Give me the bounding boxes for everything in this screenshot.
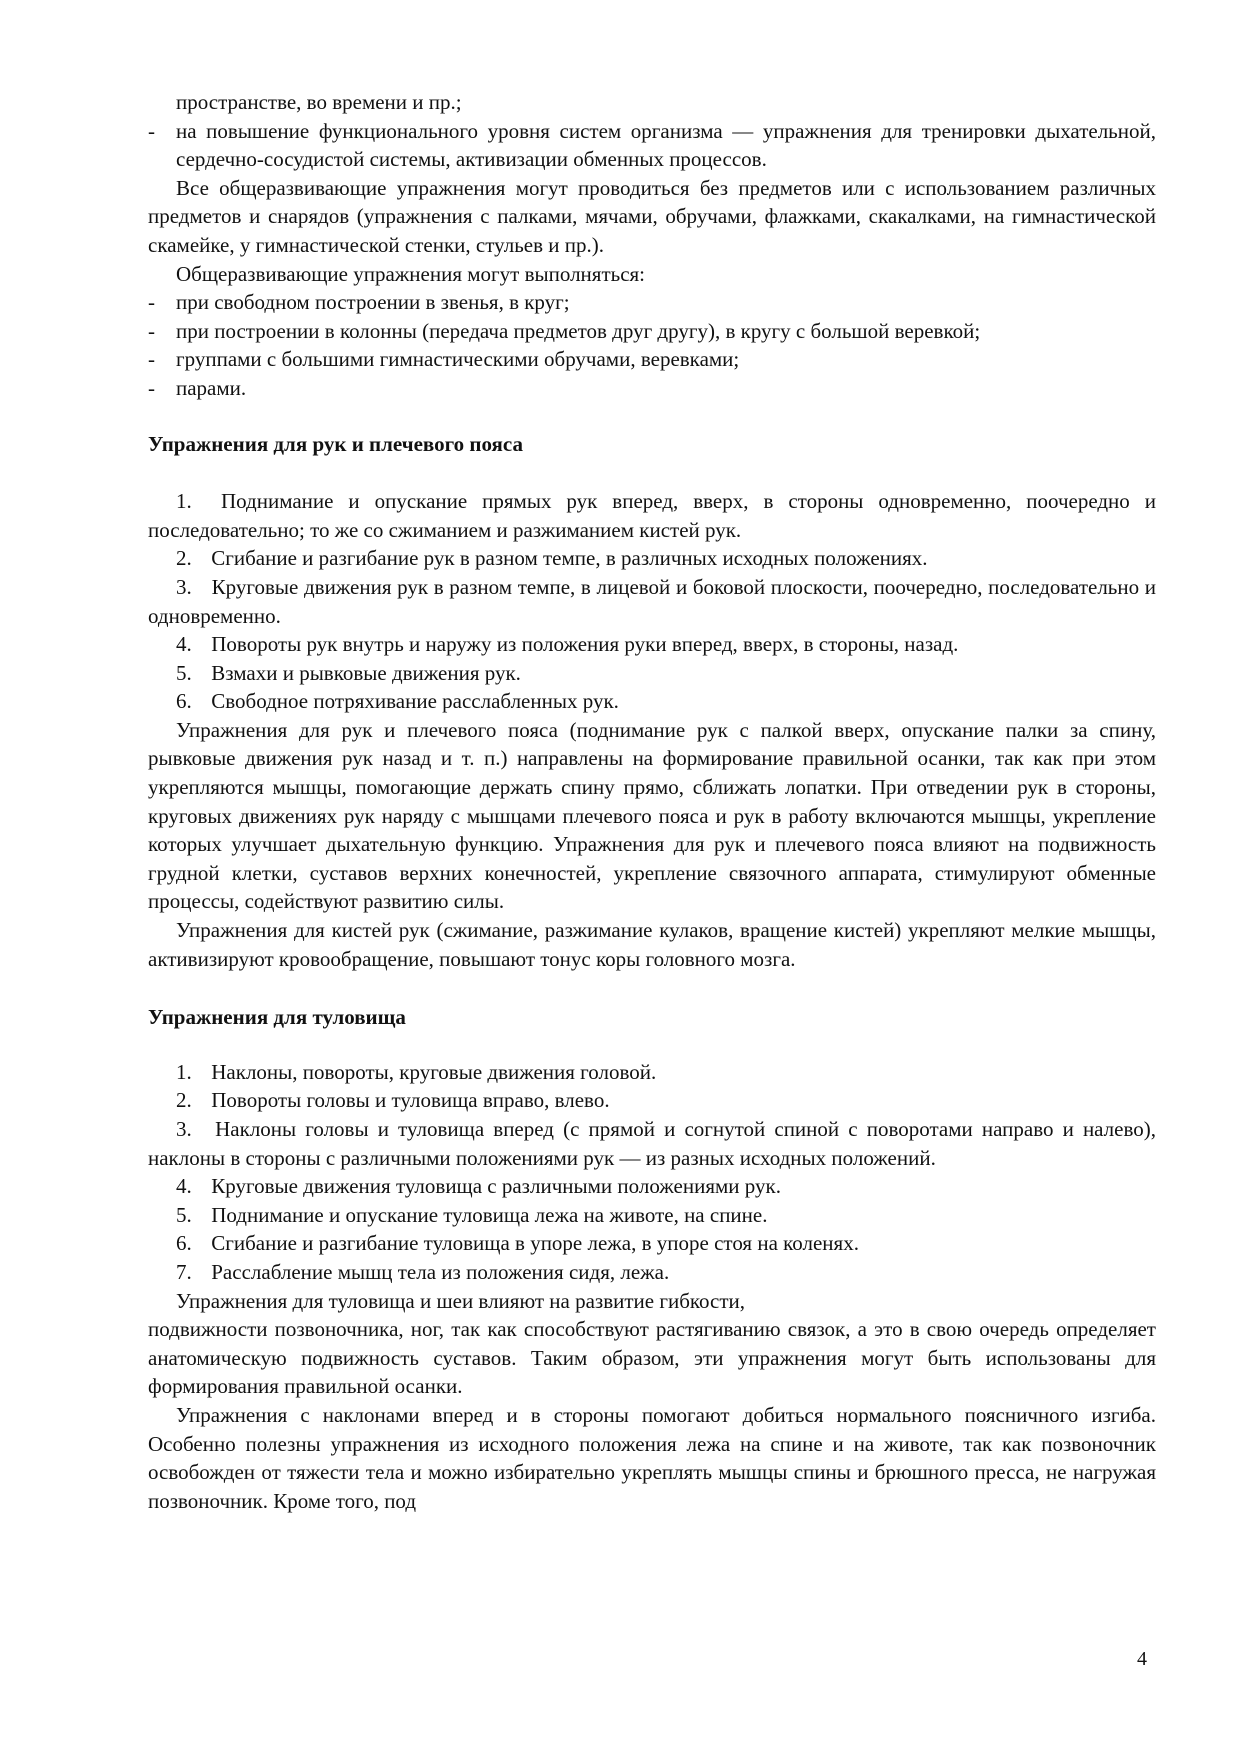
item-number: 6. [176, 689, 192, 714]
item-text: Свободное потряхивание расслабленных рук. [211, 689, 619, 714]
item-text: Сгибание и разгибание туловища в упоре лежа, в упоре стоя на коленях. [211, 1231, 859, 1256]
item-number: 6. [176, 1231, 192, 1256]
numbered-item [148, 687, 1156, 716]
section-heading-arms: Упражнения для рук и плечевого пояса [148, 431, 523, 456]
bullet-item [148, 117, 1156, 174]
item-text: Поднимание и опускание прямых рук вперед, вверх, в стороны одновременно, поочередно и последовательно; то же со сжиманием и разжиманием кистей рук. [148, 489, 1156, 542]
paragraph: Упражнения с наклонами вперед и в стороны помогают добиться нормального поясничного изгиба. Особенно полезны упражнения из исходного положения лежа на спине и на животе, так как позвоночник освобожден от тяжести тела и можно избирательно укреплять мышцы спины и брюшного пресса, не нагружая позвоночник. Кроме того, под [148, 1402, 1156, 1513]
item-text: Расслабление мышц тела из положения сидя, лежа. [211, 1259, 670, 1284]
item-text: Наклоны головы и туловища вперед (с прямой и согнутой спиной с поворотами направо и налево), наклоны в стороны с различными положениями рук — из разных исходных положений. [148, 1117, 1157, 1170]
numbered-item [148, 1086, 1156, 1115]
dash-marker: - [148, 375, 155, 400]
item-number: 5. [176, 1202, 192, 1227]
paragraph: Упражнения для кистей рук (сжимание, разжимание кулаков, вращение кистей) укрепляют мелкие мышцы, активизируют кровообращение, повышают тонус коры головного мозга. [148, 918, 1156, 971]
paragraph: Все общеразвивающие упражнения могут проводиться без предметов или с использованием различных предметов и снарядов (упражнения с палками, мячами, обручами, флажками, скакалками, на гимнастической скамейке, у гимнастической стенки, стульев и пр.). [148, 175, 1156, 257]
numbered-item [148, 659, 1156, 688]
document-page [148, 88, 1156, 1515]
item-text: Сгибание и разгибание рук в разном темпе, в различных исходных положениях. [211, 546, 928, 571]
numbered-item [148, 1258, 1156, 1287]
item-number: 3. [176, 574, 192, 599]
numbered-item [148, 573, 1156, 630]
bullet-item [148, 374, 1156, 403]
bullet-item [148, 288, 1156, 317]
item-number: 1. [176, 489, 192, 514]
item-text: Взмахи и рывковые движения рук. [211, 660, 521, 685]
item-text: Наклоны, повороты, круговые движения головой. [211, 1059, 657, 1084]
numbered-item [148, 630, 1156, 659]
numbered-item [148, 1172, 1156, 1201]
numbered-item [148, 1201, 1156, 1230]
item-text: Поднимание и опускание туловища лежа на животе, на спине. [211, 1202, 768, 1227]
numbered-item [148, 1058, 1156, 1087]
item-number: 4. [176, 632, 192, 657]
item-number: 4. [176, 1174, 192, 1199]
item-text: Повороты головы и туловища вправо, влево. [211, 1088, 610, 1113]
item-text: Повороты рук внутрь и наружу из положения руки вперед, вверх, в стороны, назад. [211, 632, 959, 657]
item-text: Круговые движения туловища с различными положениями рук. [211, 1174, 781, 1199]
item-number: 7. [176, 1259, 192, 1284]
numbered-item [148, 487, 1156, 544]
page-number: 4 [1137, 1648, 1147, 1670]
numbered-item [148, 1115, 1156, 1172]
item-number: 2. [176, 1088, 192, 1113]
continuation-text: пространстве, во времени и пр.; [176, 90, 462, 114]
item-number: 5. [176, 660, 192, 685]
paragraph: Общеразвивающие упражнения могут выполняться: [176, 261, 646, 286]
bullet-text: парами. [176, 375, 247, 400]
section-heading-torso: Упражнения для туловища [148, 1005, 406, 1030]
bullet-text: при свободном построении в звенья, в круг; [176, 290, 570, 315]
item-number: 1. [176, 1059, 192, 1084]
dash-marker: - [148, 290, 155, 315]
dash-marker: - [148, 318, 155, 343]
numbered-item [148, 1229, 1156, 1258]
dash-marker: - [148, 118, 155, 143]
numbered-item [148, 544, 1156, 573]
bullet-text: группами с большими гимнастическими обручами, веревками; [176, 347, 740, 372]
bullet-text: при построении в колонны (передача предметов друг другу), в кругу с большой веревкой; [176, 318, 981, 343]
bullet-item [148, 345, 1156, 374]
item-number: 3. [176, 1117, 192, 1141]
item-number: 2. [176, 546, 192, 571]
dash-marker: - [148, 347, 155, 372]
bullet-text: на повышение функционального уровня систем организма — упражнения для тренировки дыхательной, сердечно-сосудистой системы, активизации обменных процессов. [176, 118, 1156, 172]
paragraph: Упражнения для туловища и шеи влияют на развитие гибкости, [176, 1288, 746, 1313]
bullet-item [148, 317, 1156, 346]
paragraph: подвижности позвоночника, ног, так как способствуют растягиванию связок, а это в свою очередь определяет анатомическую подвижность суставов. Таким образом, эти упражнения могут быть использованы для формирования правильной осанки. [148, 1317, 1156, 1399]
item-text: Круговые движения рук в разном темпе, в лицевой и боковой плоскости, поочередно, последовательно и одновременно. [148, 574, 1156, 628]
paragraph: Упражнения для рук и плечевого пояса (поднимание рук с палкой вверх, опускание палки за спину, рывковые движения рук назад и т. п.) направлены на формирование правильной осанки, так как при этом укрепляются мышцы, помогающие держать спину прямо, сближать лопатки. При отведении рук в стороны, круговых движениях рук наряду с мышцами плечевого пояса и рук в работу включаются мышцы, укрепление которых улучшает дыхательную функцию. Упражнения для рук и плечевого пояса влияют на подвижность грудной клетки, суставов верхних конечностей, укрепление связочного аппарата, стимулируют обменные процессы, содействуют развитию силы. [148, 717, 1156, 914]
